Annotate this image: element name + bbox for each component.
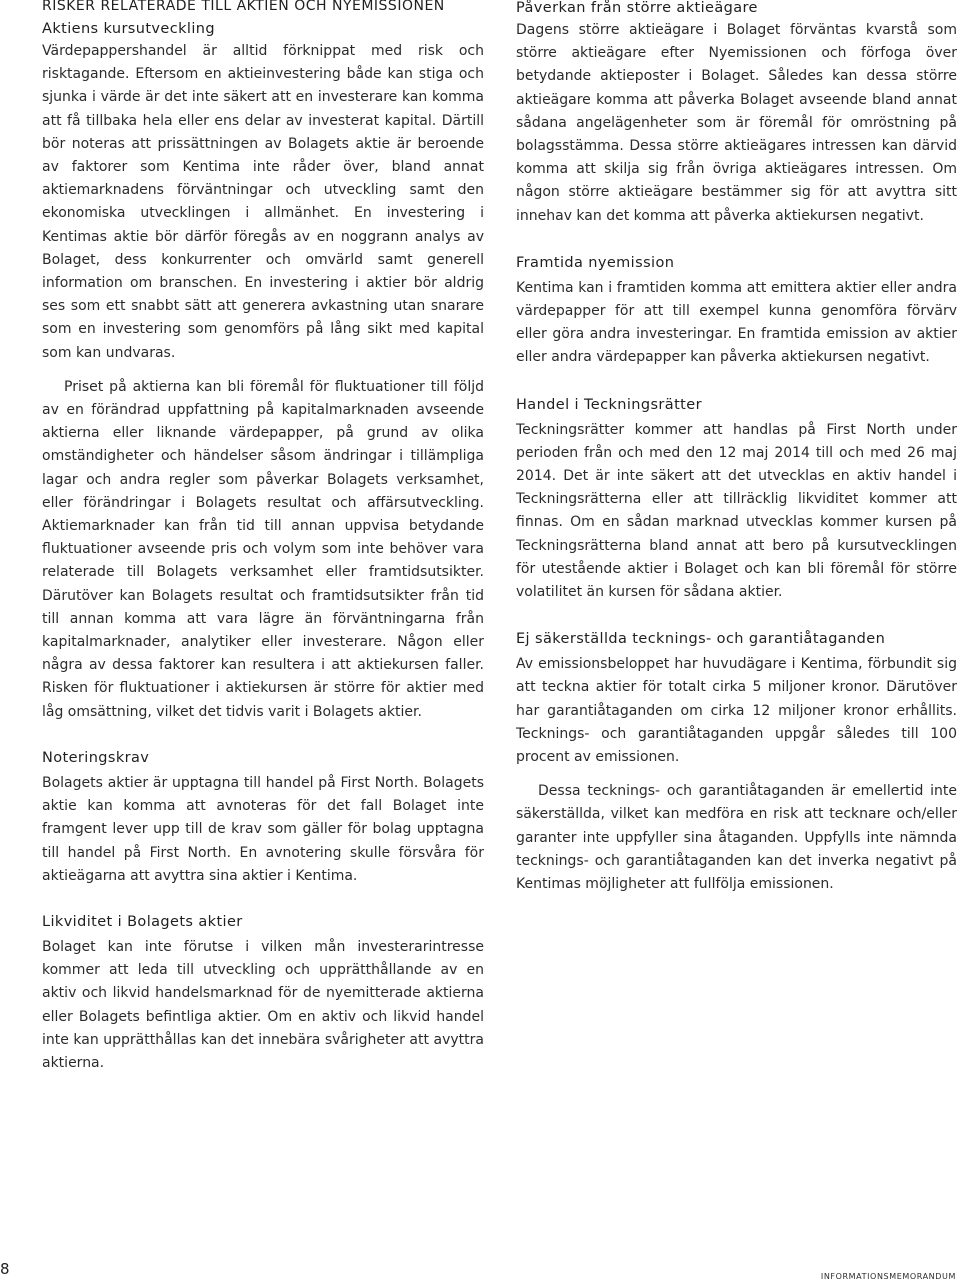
paragraph: Kentima kan i framtiden komma att emittera aktier eller andra värdepapper för att till exempel kunna genomföra förvärv eller göra andra investeringar. En framtida emission av aktier eller andra värdepapper kan påverka aktiekursen negativt.	[516, 279, 957, 366]
paragraph: Bolaget kan inte förutse i vilken mån investerarintresse kommer att leda till utveckling och upprätthållande av en aktiv och likvid handelsmarknad för de nyemitterade aktierna eller Bolagets befintliga aktier. Om en aktiv och likvid handel inte kan upprätthållas kan det innebära svårigheter att avyttra aktierna.	[42, 938, 484, 1071]
paragraph: Av emissionsbeloppet har huvudägare i Kentima, förbundit sig att teckna aktier för totalt cirka 5 miljoner kronor. Därutöver har garantiåtaganden om cirka 12 miljoner kronor erhållits. Tecknings- och garantiåtaganden uppgår således till 100 procent av emissionen.	[516, 656, 957, 766]
section-title-likviditet: Likviditet i Bolagets aktier	[42, 913, 243, 930]
paragraph: Dagens större aktieägare i Bolaget förväntas kvarstå som större aktieägare efter Nyemissionen och förfoga över betydande aktieposter i Bolaget. Således kan dessa större aktieägare komma att påverka Bolaget avseende bland annat sådana angelägenheter som är föremål för omröstning på bolagsstämma. Dessa större aktieägares intressen kan därvid komma att skilja sig från övriga aktieägares intressen. Om någon större aktieägare bestämmer sig för att avyttra sitt innehav kan det komma att påverka aktiekursen negativt.	[516, 22, 957, 224]
footer-document-label: informationsmemorandum	[820, 1269, 956, 1282]
paragraph: Bolagets aktier är upptagna till handel på First North. Bolagets aktie kan komma att avnoteras för det fall Bolaget inte framgent lever upp till de krav som gäller för bolag upptagna till handel på First North. En avnotering skulle försvåra för aktieägarna att avyttra sina aktier i Kentima.	[42, 774, 484, 884]
paragraph: Värdepappershandel är alltid förknippat med risk och risktagande. Eftersom en aktieinvestering både kan stiga och sjunka i värde är det inte säkert att en investerare kan komma att få tillbaka hela eller ens delar av investerat kapital. Därtill bör noteras att prissättningen av Bolagets aktie är beroende av faktorer som Kentima inte råder över, bland annat aktiemarknadens förväntningar och utveckling samt den ekonomiska utvecklingen i allmänhet. En investering i Kentimas aktie bör därför föregås av en noggrann analys av Bolaget, dess konkurrenter och omvärld samt generell information om branschen. En investering i aktier bör aldrig ses som ett snabbt sätt att generera avkastning utan snarare som en investering som genomförs på lång sikt med kapital som kan undvaras.	[42, 43, 484, 361]
paragraph: Dessa tecknings- och garantiåtaganden är emellertid inte säkerställda, vilket kan medföra en risk att tecknare och/eller garanter inte uppfyller sina åtaganden. Uppfylls inte nämnda tecknings- och garantiåtaganden kan det inverka negativt på Kentimas möjligheter att fullfölja emissionen.	[516, 783, 957, 893]
paragraph: Priset på aktierna kan bli föremål för fluktuationer till följd av en förändrad uppfattning på kapitalmarknaden avseende aktierna eller liknande värdepapper, på grund av olika omständigheter och händelser såsom ändringar i tillämpliga lagar och andra regler som påverkar Bolagets verksamhet, eller förändringar i Bolagets resultat och affärsutveckling. Aktiemarknader kan från tid till annan uppvisa betydande fluktuationer avseende pris och volym som inte behöver vara relaterade till Bolagets verksamhet eller framtidsutsikter. Därutöver kan Bolagets resultat och framtidsutsikter från tid till annan komma att vara lägre än förväntningarna från kapitalmarknader, analytiker eller investerare. Någon eller några av dessa faktorer kan resultera i att aktiekursen faller. Risken för fluktuationer i aktiekursen är större för aktier med låg omsättning, vilket det tidvis varit i Bolagets aktier.	[42, 378, 484, 720]
section-title-garantiataganden: Ej säkerställda tecknings- och garantiåtaganden	[516, 631, 886, 648]
left-column	[42, 0, 484, 1075]
section-title-framtida-nyemission: Framtida nyemission	[516, 254, 675, 271]
main-heading: RISKER RELATERADE TILL AKTIEN OCH NYEMISSIONEN	[42, 0, 445, 14]
right-column	[516, 0, 957, 896]
section-title-teckningsratter: Handel i Teckningsrätter	[516, 396, 702, 413]
section-title-storre-aktieagare: Påverkan från större aktieägare	[516, 0, 758, 16]
paragraph: Teckningsrätter kommer att handlas på First North under perioden från och med den 12 maj 2014 till och med 26 maj 2014. Det är inte säkert att det utvecklas en aktiv handel i Teckningsrätterna eller att tillräcklig likviditet kommer att finnas. Om en sådan marknad utvecklas kommer kursen på Teckningsrätterna bland annat att bero på kursutvecklingen för utestående aktier i Bolaget och kan bli föremål för större volatilitet än kursen för sådana aktier.	[516, 421, 957, 601]
section-title-kursutveckling: Aktiens kursutveckling	[42, 21, 215, 37]
page-number: 8	[0, 1260, 10, 1278]
section-title-noteringskrav: Noteringskrav	[42, 749, 150, 766]
